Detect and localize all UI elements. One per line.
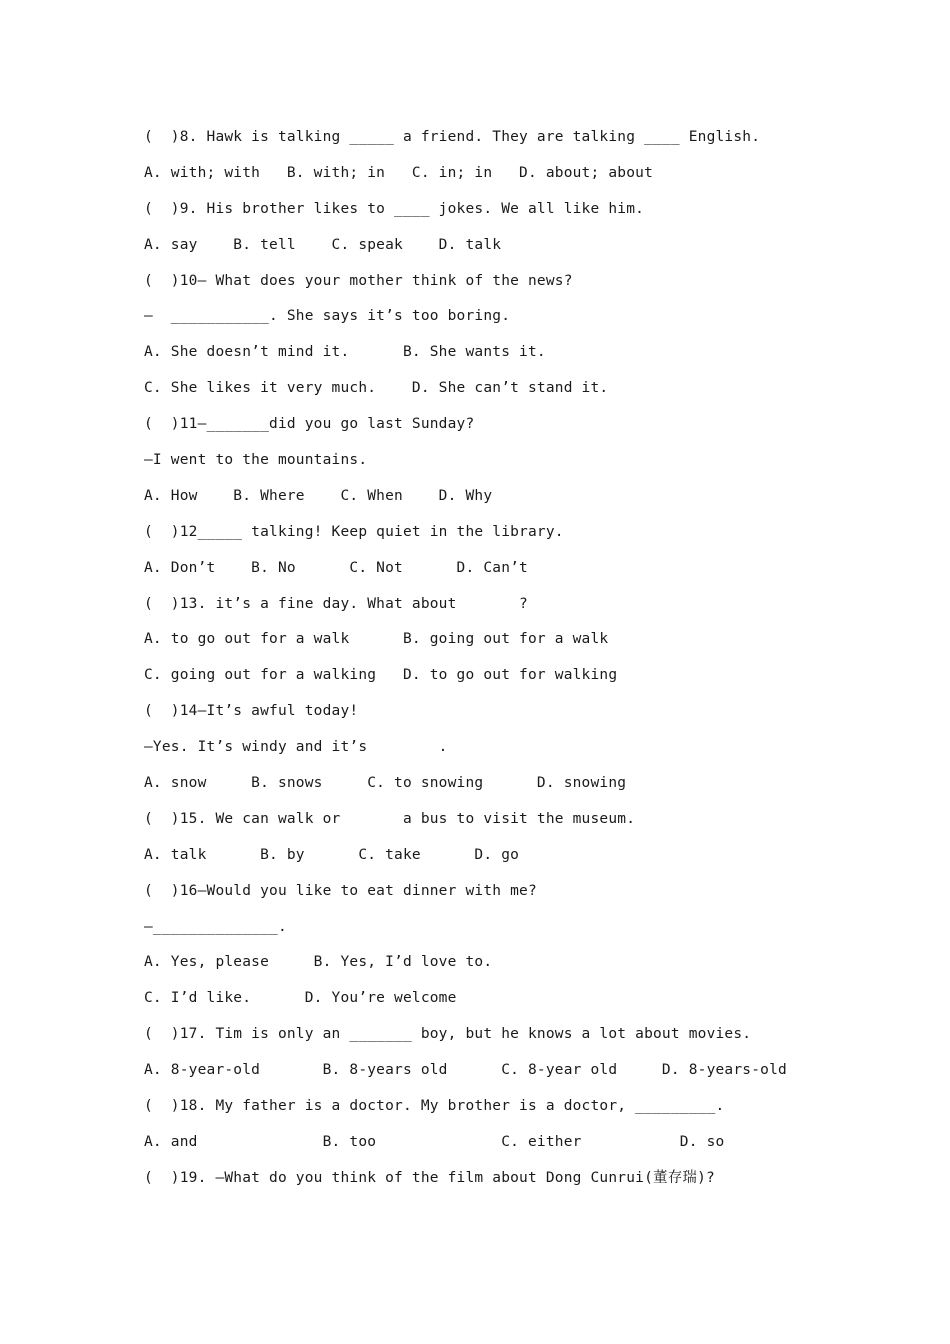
options-9: A. say B. tell C. speak D. talk: [144, 236, 502, 253]
options-10-a: A. She doesn’t mind it. B. She wants it.: [144, 344, 546, 361]
question-16: ( )16—Would you like to eat dinner with me?: [144, 882, 537, 899]
options-18: A. and B. too C. either D. so: [144, 1133, 725, 1150]
question-8: ( )8. Hawk is talking _____ a friend. They are talking ____ English.: [144, 129, 761, 145]
options-12: A. Don’t B. No C. Not D. Can’t: [144, 559, 528, 576]
options-14: A. snow B. snows C. to snowing D. snowing: [144, 775, 627, 792]
question-9: ( )9. His brother likes to ____ jokes. We all like him.: [144, 200, 645, 217]
document-page: [144, 126, 804, 1203]
options-11: A. How B. Where C. When D. Why: [144, 487, 493, 504]
dialogue-14: —Yes. It’s windy and it’s .: [144, 739, 448, 756]
question-17: ( )17. Tim is only an _______ boy, but he knows a lot about movies.: [144, 1026, 752, 1043]
options-15: A. talk B. by C. take D. go: [144, 846, 520, 863]
question-11: ( )11—_______did you go last Sunday?: [144, 416, 475, 433]
options-16-b: C. I’d like. D. You’re welcome: [144, 990, 457, 1007]
options-13-b: C. going out for a walking D. to go out for walking: [144, 667, 618, 684]
question-10: ( )10— What does your mother think of the news?: [144, 272, 573, 289]
options-13-a: A. to go out for a walk B. going out for a walk: [144, 631, 609, 648]
question-19: ( )19. —What do you think of the film about Dong Cunrui(董存瑞)?: [144, 1169, 715, 1186]
question-18: ( )18. My father is a doctor. My brother is a doctor, _________.: [144, 1098, 725, 1115]
question-15: ( )15. We can walk or a bus to visit the museum.: [144, 810, 636, 827]
options-10-b: C. She likes it very much. D. She can’t stand it.: [144, 380, 609, 397]
dialogue-10: — ___________. She says it’s too boring.: [144, 308, 511, 325]
dialogue-11: —I went to the mountains.: [144, 452, 368, 469]
options-17: A. 8-year-old B. 8-years old C. 8-year old D. 8-years-old: [144, 1062, 787, 1079]
question-14: ( )14—It’s awful today!: [144, 703, 359, 720]
dialogue-16: —______________.: [144, 918, 287, 935]
options-8: A. with; with B. with; in C. in; in D. about; about: [144, 164, 653, 181]
question-13: ( )13. it’s a fine day. What about ?: [144, 595, 528, 612]
question-12: ( )12_____ talking! Keep quiet in the library.: [144, 523, 564, 540]
options-16-a: A. Yes, please B. Yes, I’d love to.: [144, 954, 493, 971]
